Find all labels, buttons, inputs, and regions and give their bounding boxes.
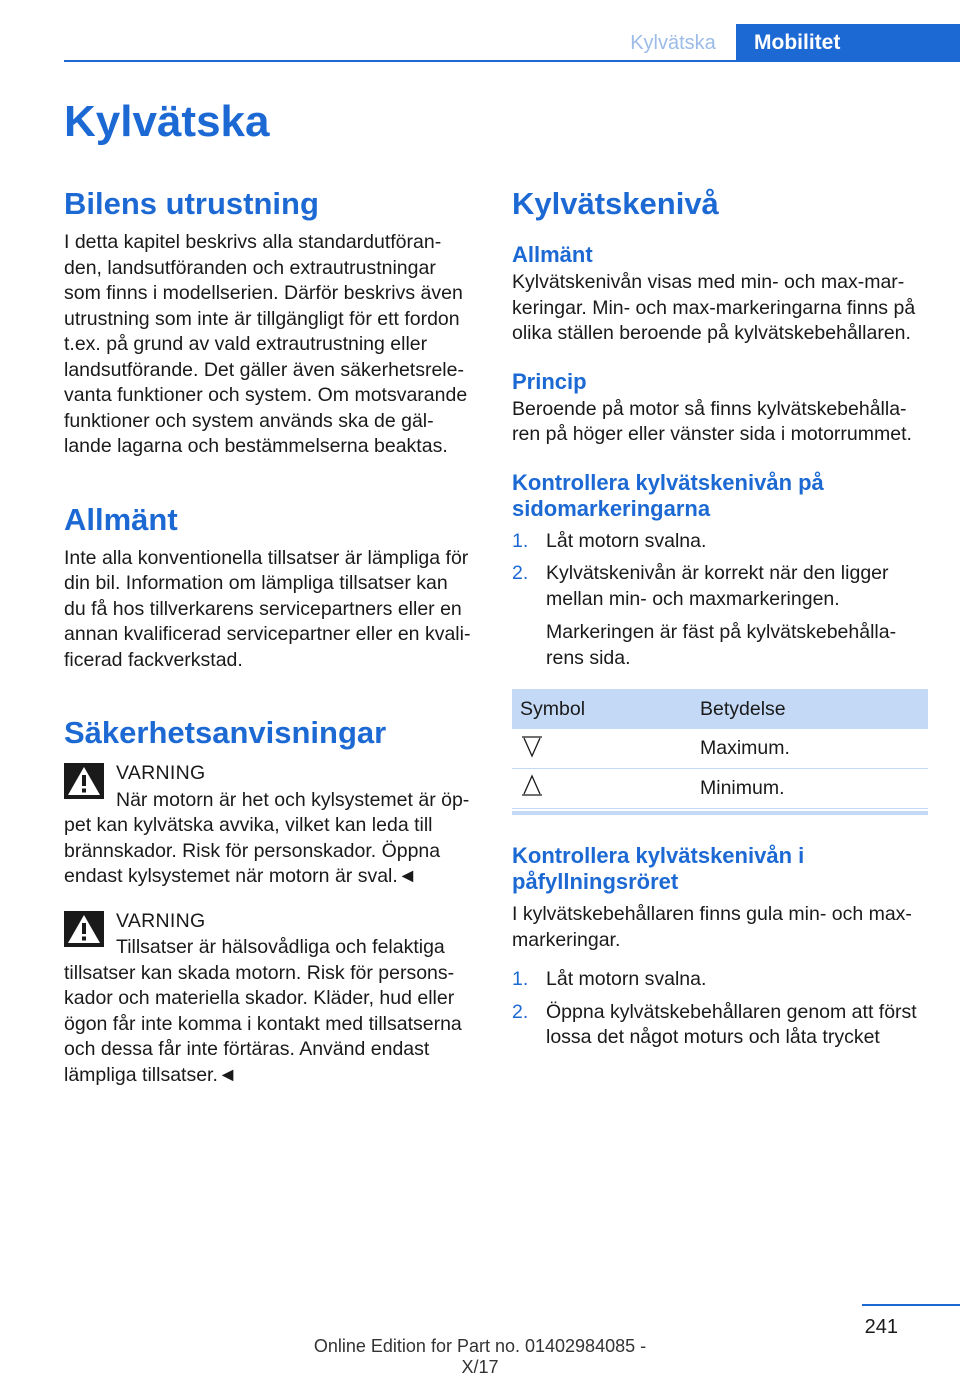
filler-neck-steps [512, 967, 928, 1051]
header-section-tab: Kylvätska [630, 32, 716, 54]
step-number: 1. [512, 968, 529, 990]
table-cell-meaning: Maximum. [692, 729, 928, 769]
step-number: 2. [512, 562, 529, 584]
list-item: 1. Låt motorn svalna. [512, 967, 928, 993]
warning-triangle-icon [64, 763, 104, 799]
right-general-heading: Allmänt [512, 242, 593, 267]
max-mark-icon [520, 734, 544, 758]
filler-neck-text: I kylvätskebehållaren finns gula min- och max- markeringar. [512, 903, 912, 951]
table-header-symbol: Symbol [512, 689, 692, 729]
table-header-row [512, 689, 928, 729]
side-marks-heading: Kontrollera kylvätskenivån på sidomarkeringarna [512, 469, 824, 521]
step-number: 2. [512, 1000, 529, 1023]
header-rule [64, 60, 960, 62]
side-marks-steps [512, 529, 928, 613]
warning-text: När motorn är het och kylsystemet är öp- [116, 788, 470, 811]
right-column [512, 180, 928, 1051]
safety-heading: Säkerhetsanvisningar [64, 715, 387, 750]
warning-text-continued: pet kan kylvätska avvika, vilket kan leda till brännskador. Risk för personskador. Öppna endast kylsystemet när motorn är sval.◄ [64, 814, 441, 887]
filler-neck-heading: Kontrollera kylvätskenivån i påfyllningsröret [512, 843, 805, 894]
table-row [512, 729, 928, 769]
warning-label: VARNING [116, 909, 206, 932]
coolant-level-heading: Kylvätskenivå [512, 186, 719, 221]
table-bottom-rule [512, 811, 928, 815]
footer-rule [862, 1304, 960, 1306]
equipment-text: I detta kapitel beskrivs alla standardutföran- den, landsutföranden och extrautrustningar som finns i modellserien. Därför beskrivs även utrustning som inte är tillgängligt för ett fordon t.ex. på grund av vald extrautrustning eller landsutförande. Det gäller även säkerhetsrele- vanta funktioner och system. Om motsvarande funktioner och system används ska de gäl- lande lagarna och bestämmelserna beaktas. [64, 231, 468, 457]
list-item: 2. Kylvätskenivån är korrekt när den ligger mellan min- och maxmarkeringen. [512, 562, 889, 610]
table-row [512, 769, 928, 809]
symbol-table [512, 689, 928, 809]
page-title: Kylvätska [64, 97, 270, 146]
general-heading: Allmänt [64, 501, 178, 537]
header-chapter-tab: Mobilitet [736, 24, 960, 62]
side-marks-note: Markeringen är fäst på kylvätskebehålla- rens sida. [546, 621, 897, 669]
table-cell-symbol [512, 729, 692, 769]
equipment-heading: Bilens utrustning [64, 186, 319, 221]
table-cell-meaning: Minimum. [692, 769, 928, 809]
list-item: 1. Låt motorn svalna. [512, 529, 928, 555]
min-mark-icon [520, 774, 544, 798]
left-column [64, 180, 478, 1088]
warning-triangle-icon [64, 911, 104, 947]
warning-text: Tillsatser är hälsovådliga och felaktiga [116, 936, 445, 958]
table-cell-symbol [512, 769, 692, 809]
page-number: 241 [864, 1316, 898, 1338]
footer-edition: Online Edition for Part no. 01402984085 - X/17 [313, 1336, 647, 1377]
warning-label: VARNING [116, 762, 206, 784]
principle-text: Beroende på motor så finns kylvätskebehålla- ren på höger eller vänster sida i motorrummet. [512, 397, 912, 445]
principle-heading: Princip [512, 368, 587, 394]
table-header-meaning: Betydelse [692, 689, 928, 729]
list-item: 2. Öppna kylvätskebehållaren genom att först lossa det något moturs och låta trycket [512, 1000, 917, 1048]
warning-text-continued: tillsatser kan skada motorn. Risk för persons- kador och materiella skador. Kläder, hud eller ögon får inte komma i kontakt med tillsatserna och dessa får inte förtäras. Använd endast lämpliga tillsatser.◄ [64, 961, 462, 1086]
warning-block-2 [64, 909, 478, 1089]
step-number: 1. [512, 529, 529, 552]
right-general-text: Kylvätskenivån visas med min- och max-mar- keringar. Min- och max-markeringarna finns på olika ställen beroende på kylvätskebehållaren. [512, 271, 916, 344]
warning-block-1 [64, 761, 478, 890]
general-text: Inte alla konventionella tillsatser är lämpliga för din bil. Information om lämpliga tillsatser kan du få hos tillverkarens servicepartners eller en annan kvalificerad servicepartner eller en kvali- ficerad fackverkstad. [64, 546, 471, 671]
